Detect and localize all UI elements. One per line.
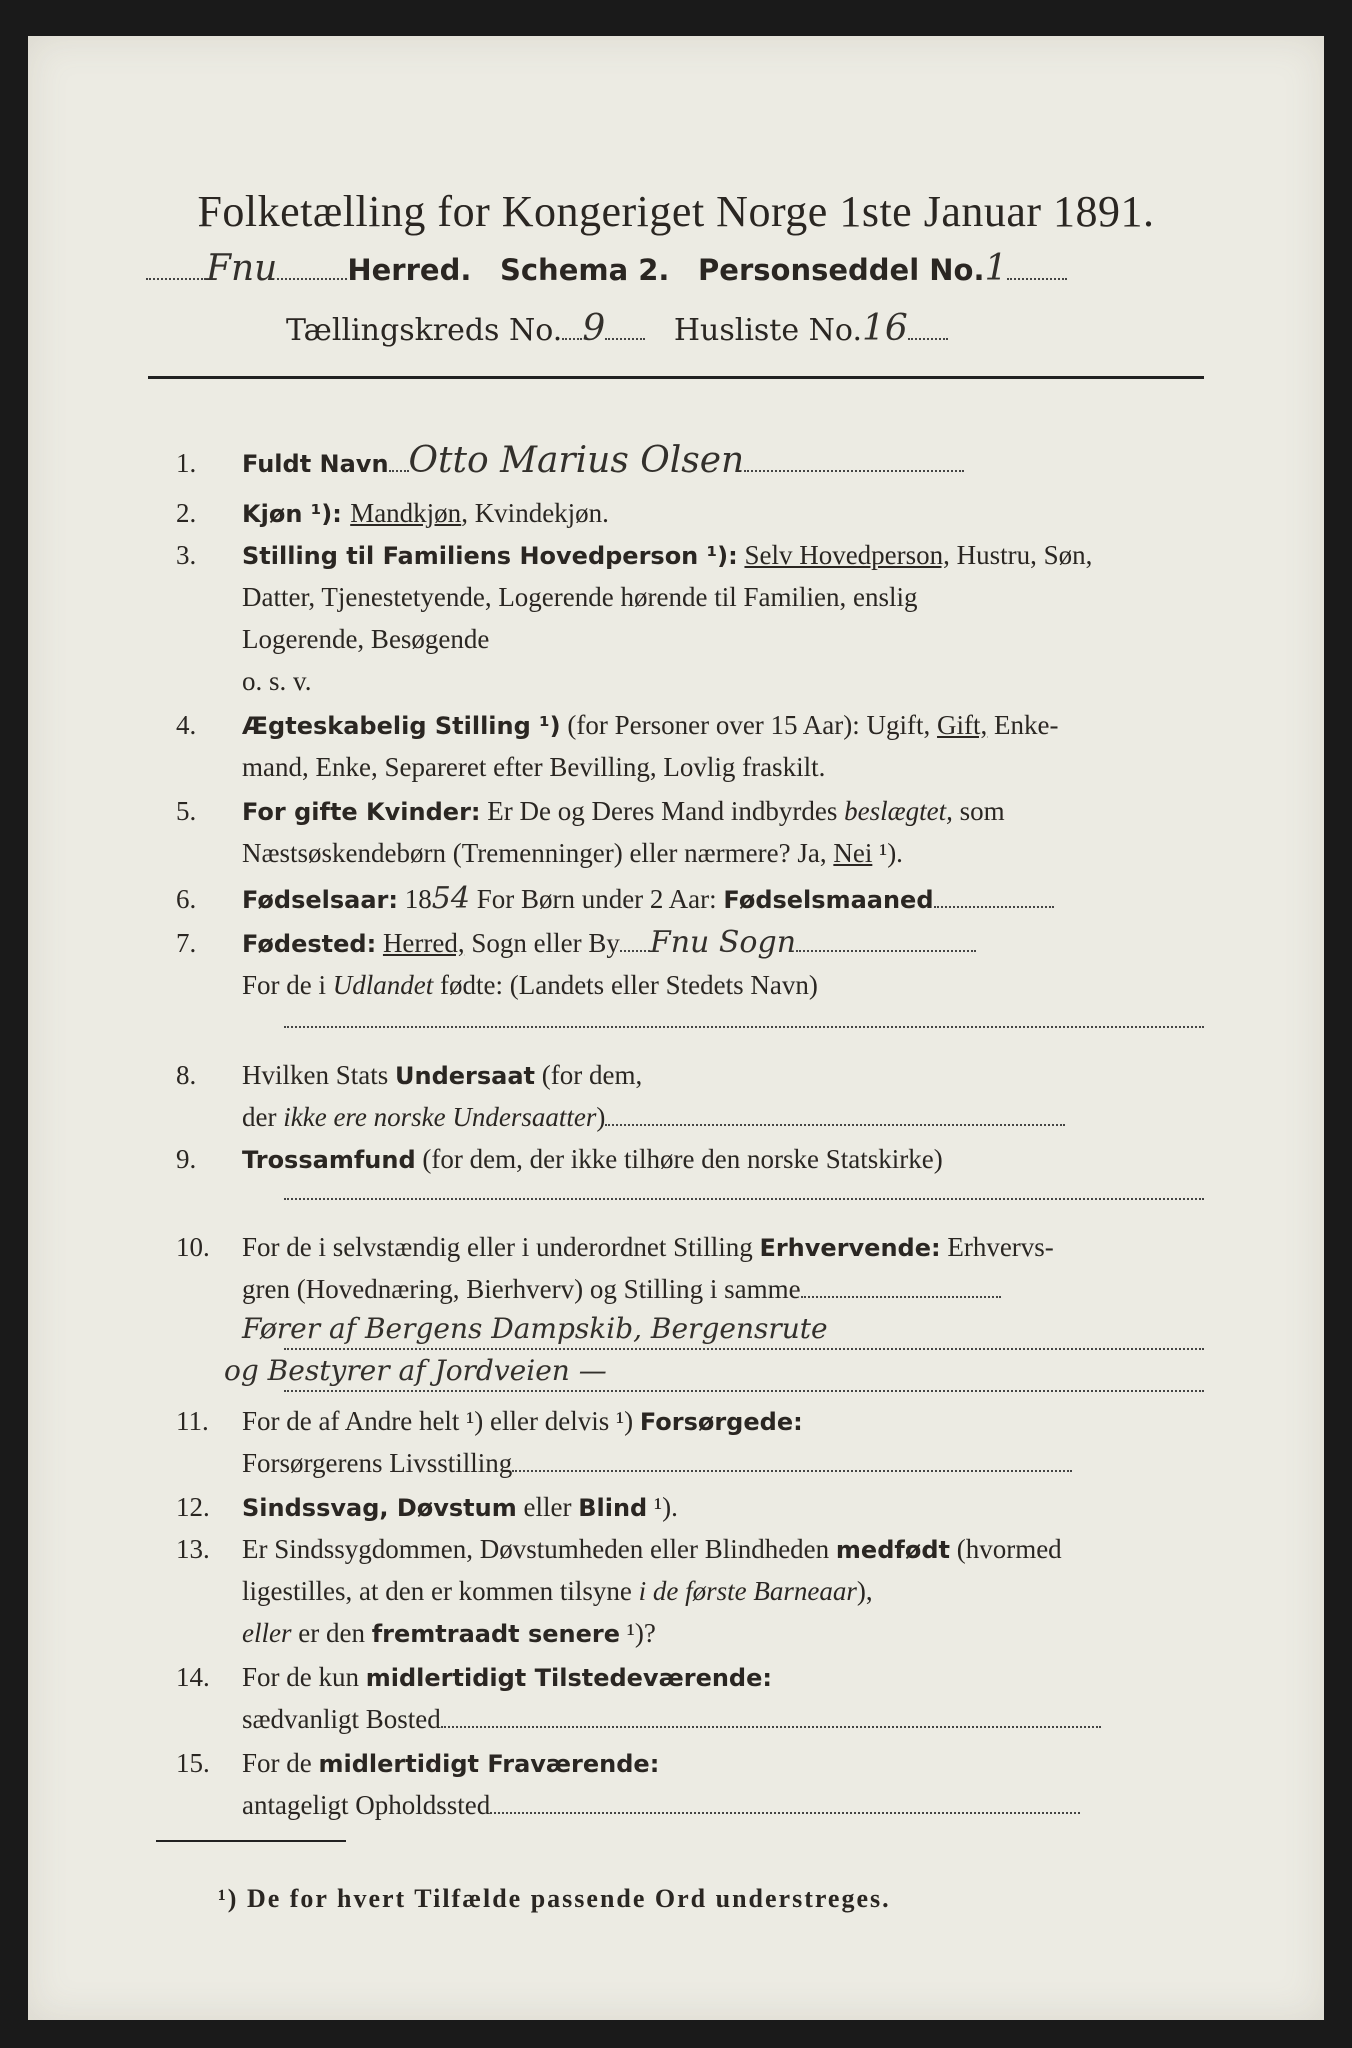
question-7: 7. Fødested: Herred, Sogn eller By Fnu Sogn — [176, 926, 1234, 961]
footnote: ¹) De for hvert Tilfælde passende Ord understreges. — [218, 1884, 891, 1913]
header-row-1 — [146, 248, 1067, 289]
personseddel-label: Personseddel No. — [698, 253, 985, 287]
question-9: 9. Trossamfund (for dem, der ikke tilhøre den norske Statskirke) — [176, 1144, 943, 1174]
kreds-label: Tællingskreds No. — [286, 313, 563, 348]
question-13: 13. Er Sindssygdommen, Døvstumheden eller Blindheden medfødt (hvormed — [176, 1534, 1062, 1564]
full-name-value: Otto Marius Olsen — [408, 440, 745, 481]
question-1: 1. Fuldt Navn Otto Marius Olsen — [176, 444, 1234, 481]
marital-selected: Gift, — [937, 710, 988, 740]
question-8: 8. Hvilken Stats Undersaat (for dem, — [176, 1060, 643, 1090]
birthplace-value: Fnu Sogn — [649, 925, 797, 960]
occupation-value-2: og Bestyrer af Jordveien — — [224, 1354, 607, 1387]
question-14: 14. For de kun midlertidigt Tilstedeværende: — [176, 1662, 772, 1692]
header-row-2 — [286, 308, 948, 349]
question-12: 12. Sindssvag, Døvstum eller Blind ¹). — [176, 1492, 678, 1522]
personseddel-value: 1 — [984, 248, 1008, 289]
sex-selected: Mandkjøn — [350, 498, 462, 528]
form-title: Folketælling for Kongeriget Norge 1ste Januar 1891. — [197, 187, 1155, 236]
question-11: 11. For de af Andre helt ¹) eller delvis ¹) Forsørgede: — [176, 1406, 803, 1436]
kreds-value: 9 — [582, 308, 606, 349]
position-selected: Selv Hovedperson, — [744, 540, 950, 570]
herred-value: Fnu — [206, 248, 278, 289]
birth-year-value: 54 — [431, 881, 470, 916]
question-5: 5. For gifte Kvinder: Er De og Deres Mand indbyrdes beslægtet, som — [176, 796, 1005, 826]
question-6: 6. Fødselsaar: 1854 For Børn under 2 Aar: Fødselsmaaned — [176, 882, 1234, 917]
religion-line — [284, 1198, 1204, 1200]
husliste-label: Husliste No. — [673, 313, 862, 348]
question-2: 2. Kjøn ¹): Mandkjøn, Kvindekjøn. — [176, 498, 609, 528]
birthplace-selected: Herred, — [382, 928, 465, 958]
question-3: 3. Stilling til Familiens Hovedperson ¹): Selv Hovedperson, Hustru, Søn, — [176, 540, 1093, 570]
question-15: 15. For de midlertidigt Fraværende: — [176, 1748, 660, 1778]
occupation-value-1: Fører af Bergens Dampskib, Bergensrute — [242, 1312, 828, 1345]
header-divider — [148, 376, 1204, 379]
footnote-divider — [156, 1840, 346, 1842]
census-form: Folketælling for Kongeriget Norge 1ste Januar 1891. Fnu Herred. Schema 2. Personseddel No.1 Tællingskreds No. 9 Husliste No.16 1. Fuldt Navn Otto Marius Olsen 2. Kjøn ¹): Mandkjøn, Kvindekjøn. 3. Stilling til Familiens Hovedperson ¹): Selv Hovedperson, Hustru, Søn, Datter, Tjenestetyende, Logerende hørende til Familien, enslig Logerende, Besøgende o. s. v. 4. Ægteskabelig Stilling ¹) (for Personer over 15 Aar): Ugift, Gift, Enke- mand, Enke, Separeret efter Bevilling, Lovlig fraskilt. 5. For gifte Kvinder: Er De og Deres Mand indbyrdes beslægtet, som Næstsøskendebørn (Tremenninger) eller nærmere? Ja, Nei ¹). 6. Fødselsaar: 1854 For Børn under 2 Aar: Fødselsmaaned 7. Fødested: Herred, Sogn eller By Fnu Sogn For de i Udlandet fødte: (Landets eller Stedets Navn) 8. Hvilken Stats Undersaat (for dem, der ikke ere norske Undersaatter) 9. Trossamfund (for dem, der ikke tilhøre den norske Statskirke) 10. For de i selvstændig eller i underordnet Stilling Erhvervende: Erhvervs- gren (Hovednæring, Bierhverv) og Stilling i samme Fører af Bergens Dampskib, Bergensrute og Bestyrer af Jordveien — 11. For de af Andre helt ¹) eller delvis ¹) Forsørgede: Forsørgerens Livsstilling 12. Sindssvag, Døvstum eller Blind ¹). 13. Er Sindssygdommen, Døvstumheden eller Blindheden medfødt (hvormed ligestilles, at den er kommen tilsyne i de første Barneaar), eller er den fremtraadt senere ¹)? 14. For de kun midlertidigt Tilstedeværende: sædvanligt Bosted 15. For de midlertidigt Fraværende: antageligt Opholdssted ¹) De for hvert Tilfælde passende Ord understreges. — [28, 36, 1324, 2020]
related-selected: Nei — [833, 838, 873, 868]
herred-label: Herred. — [347, 253, 472, 287]
husliste-value: 16 — [861, 308, 908, 349]
schema-label: Schema 2. — [499, 253, 670, 287]
foreign-birthplace-line — [284, 1026, 1204, 1028]
question-4: 4. Ægteskabelig Stilling ¹) (for Personer over 15 Aar): Ugift, Gift, Enke- — [176, 710, 1059, 740]
question-10: 10. For de i selvstændig eller i underordnet Stilling Erhvervende: Erhvervs- — [176, 1232, 1054, 1262]
